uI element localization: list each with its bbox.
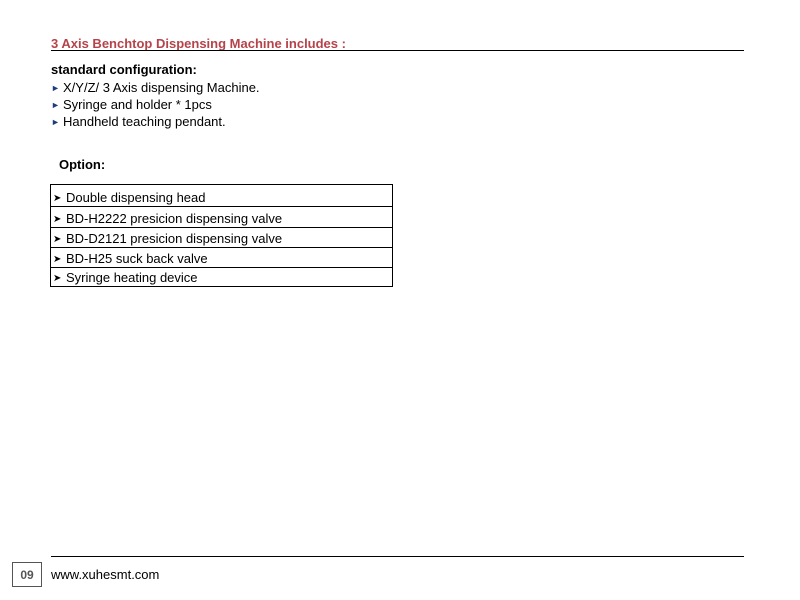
option-item-text: Syringe heating device bbox=[66, 270, 198, 285]
list-item bbox=[51, 96, 260, 113]
arrow-bullet-icon: ➤ bbox=[53, 193, 62, 204]
arrow-bullet-icon: ➤ bbox=[53, 273, 62, 284]
list-item-text: X/Y/Z/ 3 Axis dispensing Machine. bbox=[63, 80, 260, 95]
option-item-text: BD-H2222 presicion dispensing valve bbox=[66, 211, 283, 226]
option-heading: Option: bbox=[59, 157, 106, 172]
title-divider bbox=[51, 50, 744, 51]
table-row bbox=[51, 267, 392, 286]
option-item-text: BD-D2121 presicion dispensing valve bbox=[66, 231, 283, 246]
standard-configuration-list bbox=[51, 79, 260, 130]
page-title: 3 Axis Benchtop Dispensing Machine includes : bbox=[51, 36, 346, 51]
arrow-bullet-icon: ➤ bbox=[53, 214, 62, 225]
page-number: 09 bbox=[12, 562, 42, 587]
arrow-bullet-icon: ➤ bbox=[53, 234, 62, 245]
standard-configuration-heading: standard configuration: bbox=[51, 62, 197, 77]
list-item bbox=[51, 113, 260, 130]
option-item-text: Double dispensing head bbox=[66, 190, 206, 205]
triangle-bullet-icon: ► bbox=[51, 83, 60, 93]
table-row bbox=[51, 185, 392, 206]
triangle-bullet-icon: ► bbox=[51, 117, 60, 127]
option-item-text: BD-H25 suck back valve bbox=[66, 251, 208, 266]
table-row bbox=[51, 227, 392, 247]
list-item-text: Syringe and holder * 1pcs bbox=[63, 97, 212, 112]
arrow-bullet-icon: ➤ bbox=[53, 254, 62, 265]
list-item bbox=[51, 79, 260, 96]
list-item-text: Handheld teaching pendant. bbox=[63, 114, 226, 129]
website-url: www.xuhesmt.com bbox=[51, 567, 160, 582]
table-row bbox=[51, 206, 392, 227]
option-table bbox=[50, 184, 393, 287]
table-row bbox=[51, 247, 392, 267]
triangle-bullet-icon: ► bbox=[51, 100, 60, 110]
footer-divider bbox=[51, 556, 744, 557]
